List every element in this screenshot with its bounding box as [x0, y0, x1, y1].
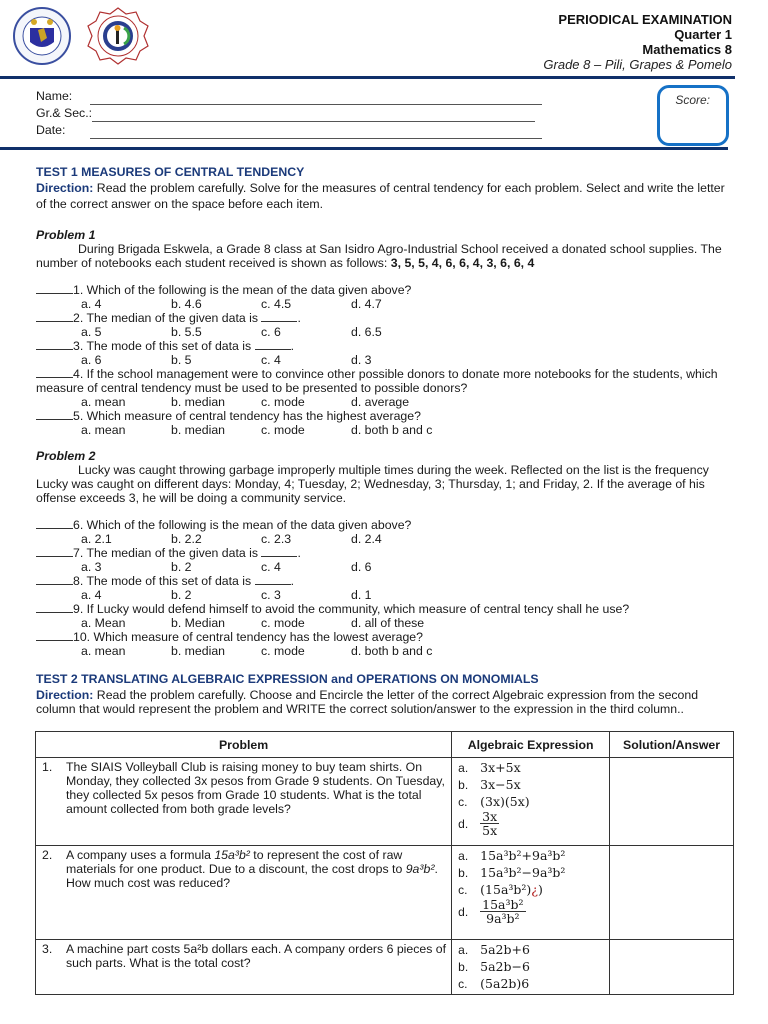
option-letter: a.	[458, 942, 469, 957]
option-c: c. 4.5	[261, 297, 292, 311]
question-text: The median of the given data is	[83, 311, 262, 325]
option-c: c. 4	[261, 560, 281, 574]
question-number: 9.	[73, 602, 84, 616]
expression: (3x)(5x)	[480, 794, 530, 809]
option-a: a. 6	[81, 353, 102, 367]
answer-blank-6[interactable]	[36, 518, 73, 529]
problem-text-part: . How much cost was reduced?	[66, 862, 438, 890]
question-2-options	[36, 325, 736, 339]
option-b: b. 2	[171, 588, 192, 602]
problem-text-part: to represent the cost of raw materials for one product. Due to a discount, the cost drops to	[66, 848, 406, 876]
option-c: c. 3	[261, 588, 281, 602]
expression-main: (15a³b²)	[480, 882, 532, 897]
expression: 5a2b+6	[480, 942, 530, 957]
question-text: If the school management were to convince other possible donors to donate more notebooks for the students, which measure of central tendency must be used to be presented to possible donors?	[36, 367, 718, 395]
school-seal-logo	[84, 6, 152, 66]
name-label: Name:	[36, 89, 73, 103]
expression-option-b[interactable]	[458, 958, 605, 975]
question-text: Which of the following is the mean of the data given above?	[83, 283, 412, 297]
question-10-options	[36, 644, 736, 658]
expression-option-d[interactable]	[458, 898, 605, 925]
option-b: b. Median	[171, 616, 226, 630]
expression-cell	[452, 758, 610, 846]
numerator: 15a³b²	[482, 897, 524, 912]
problem1-questions	[36, 283, 736, 437]
problem-text-part: A company uses a formula	[66, 848, 215, 862]
exam-grade-sections: Grade 8 – Pili, Grapes & Pomelo	[543, 57, 732, 72]
name-row	[36, 88, 542, 105]
expression: 15a³b²+9a³b²	[480, 848, 566, 863]
problem-text	[66, 848, 447, 890]
answer-cell[interactable]	[610, 846, 734, 940]
option-a: a. 4	[81, 297, 102, 311]
problem-cell	[36, 940, 452, 995]
problem-number: 3.	[42, 942, 53, 956]
question-text: The mode of this set of data is	[83, 574, 255, 588]
student-info	[36, 88, 542, 139]
option-a: a. 5	[81, 325, 102, 339]
question-6	[36, 518, 736, 532]
option-a: a. 2.1	[81, 532, 112, 546]
answer-blank-9[interactable]	[36, 602, 73, 613]
table-row	[36, 940, 734, 995]
option-a: a. Mean	[81, 616, 126, 630]
header-logos	[8, 6, 152, 66]
test1-title: TEST 1 MEASURES OF CENTRAL TENDENCY	[36, 165, 305, 179]
expression-option-b[interactable]	[458, 864, 605, 881]
answer-blank-7[interactable]	[36, 546, 73, 557]
option-letter: c.	[458, 976, 468, 991]
option-a: a. mean	[81, 644, 126, 658]
problem1-body: During Brigada Eskwela, a Grade 8 class at San Isidro Agro-Industrial School received a donated school supplies. The number of notebooks each student received is shown as follows:	[36, 242, 722, 270]
question-1	[36, 283, 736, 297]
expression: 15a³b²−9a³b²	[480, 865, 566, 880]
option-a: a. mean	[81, 423, 126, 437]
problem-text: The SIAIS Volleyball Club is raising money to buy team shirts. On Monday, they collected 3x pesos from Grade 9 students. On Tuesday, they collected 5x pesos from Grade 10 students. What is the total amount collected from both grade levels?	[66, 760, 445, 816]
expression-option-a[interactable]	[458, 759, 605, 776]
expression-cell	[452, 940, 610, 995]
option-letter: c.	[458, 794, 468, 809]
answer-blank-8[interactable]	[36, 574, 73, 585]
option-b: b. 4.6	[171, 297, 202, 311]
option-d: d. all of these	[351, 616, 425, 630]
question-7-options	[36, 560, 736, 574]
problem1-title: Problem 1	[36, 228, 96, 242]
option-letter: b.	[458, 865, 469, 880]
problem-text: A machine part costs 5a²b dollars each. A company orders 6 pieces of such parts. What is the total cost?	[66, 942, 447, 970]
expression-option-c[interactable]	[458, 881, 605, 898]
option-d: d. 1	[351, 588, 372, 602]
option-b: b. median	[171, 644, 226, 658]
problem1-data: 3, 5, 5, 4, 6, 6, 4, 3, 6, 6, 4	[390, 256, 535, 270]
fill-blank	[255, 339, 291, 350]
option-letter: a.	[458, 760, 469, 775]
question-5	[36, 409, 736, 423]
test1-direction-label: Direction:	[36, 181, 94, 195]
question-4-options	[36, 395, 736, 409]
option-c: c. mode	[261, 395, 305, 409]
score-label: Score:	[675, 93, 710, 107]
question-number: 8.	[73, 574, 84, 588]
option-d: d. 6	[351, 560, 372, 574]
header-divider	[0, 76, 735, 79]
fraction-expression	[480, 810, 499, 837]
option-d: d. both b and c	[351, 423, 433, 437]
option-letter: a.	[458, 848, 469, 863]
date-field[interactable]	[90, 126, 542, 139]
exam-subject: Mathematics 8	[642, 42, 732, 57]
question-7: 7. The median of the given data is .	[36, 546, 736, 560]
question-5-options	[36, 423, 736, 437]
test2-table	[35, 731, 734, 995]
expression-option-b[interactable]	[458, 776, 605, 793]
deped-seal-logo	[8, 6, 76, 66]
denominator: 5x	[482, 823, 498, 838]
option-c: c. mode	[261, 644, 305, 658]
question-8-options	[36, 588, 736, 602]
answer-blank-5[interactable]	[36, 409, 73, 420]
test2-direction	[36, 688, 736, 716]
question-number: 10.	[73, 630, 91, 644]
test1-direction-text: Read the problem carefully. Solve for the measures of central tendency for each problem. Select and write the letter of the correct answer on the space before each item.	[36, 181, 725, 211]
expression: (5a2b)6	[480, 976, 530, 991]
question-text: Which of the following is the mean of the data given above?	[83, 518, 412, 532]
expression-option-c[interactable]	[458, 793, 605, 810]
answer-blank-3[interactable]	[36, 339, 73, 350]
section-field[interactable]	[92, 109, 535, 122]
answer-cell[interactable]	[610, 940, 734, 995]
expression	[480, 882, 543, 897]
option-d: d. 6.5	[351, 325, 382, 339]
expression: 5a2b−6	[480, 959, 530, 974]
option-letter: b.	[458, 959, 469, 974]
table-row	[36, 846, 734, 940]
expression: 3x+5x	[480, 760, 521, 775]
question-number: 4.	[73, 367, 84, 381]
question-6-options	[36, 532, 736, 546]
fill-blank	[255, 574, 291, 585]
question-number: 5.	[73, 409, 84, 423]
answer-blank-10[interactable]	[36, 630, 73, 641]
question-text: The median of the given data is	[83, 546, 262, 560]
fill-blank	[261, 546, 297, 557]
option-letter: d.	[458, 816, 469, 831]
option-d: d. 4.7	[351, 297, 382, 311]
option-b: b. 2.2	[171, 532, 202, 546]
denominator: 9a³b²	[486, 911, 520, 926]
option-d: d. both b and c	[351, 644, 433, 658]
date-label: Date:	[36, 123, 66, 137]
problem2-text: Lucky was caught throwing garbage improperly multiple times during the week. Reflected on the list is the frequency Lucky was caught on different days: Monday, 4; Tuesday, 2; Wednesday, 3; Thursday, 1; and Friday, 2. If the average of his offense exceeds 3, he will be doing a community service.	[36, 463, 709, 505]
question-number: 3.	[73, 339, 84, 353]
info-divider	[0, 147, 728, 150]
question-3-options	[36, 353, 736, 367]
option-c: c. mode	[261, 423, 305, 437]
question-10	[36, 630, 736, 644]
option-d: d. average	[351, 395, 410, 409]
question-text: Which measure of central tendency has the highest average?	[83, 409, 421, 423]
question-9	[36, 602, 736, 616]
numerator: 3x	[482, 809, 498, 824]
test2-title: TEST 2 TRANSLATING ALGEBRAIC EXPRESSION and OPERATIONS ON MONOMIALS	[36, 672, 539, 686]
exam-header	[543, 12, 732, 72]
header-algebraic-expression: Algebraic Expression	[452, 732, 610, 758]
option-b: b. median	[171, 395, 226, 409]
expression-tail: )	[538, 882, 543, 897]
question-number: 1.	[73, 283, 84, 297]
expression: 3x−5x	[480, 777, 521, 792]
question-1-options	[36, 297, 736, 311]
option-d: d. 3	[351, 353, 372, 367]
option-a: a. 4	[81, 588, 102, 602]
fill-blank	[261, 311, 297, 322]
problem2-questions	[36, 518, 736, 658]
header-solution-answer: Solution/Answer	[610, 732, 734, 758]
option-c: c. 6	[261, 325, 281, 339]
problem-cell	[36, 758, 452, 846]
question-4	[36, 367, 736, 395]
question-number: 6.	[73, 518, 84, 532]
expression-option-d[interactable]	[458, 810, 605, 837]
expression-option-a[interactable]	[458, 847, 605, 864]
option-a: a. 3	[81, 560, 102, 574]
answer-cell[interactable]	[610, 758, 734, 846]
question-number: 2.	[73, 311, 84, 325]
score-box[interactable]	[657, 85, 729, 146]
question-8: 8. The mode of this set of data is .	[36, 574, 736, 588]
answer-blank-1[interactable]	[36, 283, 73, 294]
question-number: 7.	[73, 546, 84, 560]
test2-direction-text: Read the problem carefully. Choose and Encircle the letter of the correct Algebraic expression from the second column that would represent the problem and WRITE the correct solution/answer to the expression in the third column..	[36, 688, 699, 716]
answer-blank-4[interactable]	[36, 367, 73, 378]
option-letter: b.	[458, 777, 469, 792]
expression-option-a[interactable]	[458, 941, 605, 958]
expression-cell	[452, 846, 610, 940]
option-b: b. 5.5	[171, 325, 202, 339]
option-b: b. 5	[171, 353, 192, 367]
option-c: c. 4	[261, 353, 281, 367]
option-b: b. 2	[171, 560, 192, 574]
expression-option-c[interactable]	[458, 975, 605, 992]
answer-blank-2[interactable]	[36, 311, 73, 322]
option-b: b. median	[171, 423, 226, 437]
question-text: The mode of this set of data is	[83, 339, 255, 353]
problem2-title: Problem 2	[36, 449, 96, 463]
formula-original: 15a³b²	[214, 848, 250, 862]
option-d: d. 2.4	[351, 532, 382, 546]
table-row	[36, 758, 734, 846]
table-header-row	[36, 732, 734, 758]
formula-discounted: 9a³b²	[405, 862, 435, 876]
question-3: 3. The mode of this set of data is .	[36, 339, 736, 353]
render-error-glyph: ¿	[531, 882, 538, 897]
problem1-text	[36, 242, 736, 270]
exam-quarter: Quarter 1	[674, 27, 732, 42]
exam-title: PERIODICAL EXAMINATION	[558, 12, 732, 27]
section-row	[36, 105, 542, 122]
fraction-expression	[480, 898, 525, 925]
date-row	[36, 122, 542, 139]
question-9-options	[36, 616, 736, 630]
option-c: c. mode	[261, 616, 305, 630]
problem-cell	[36, 846, 452, 940]
name-field[interactable]	[90, 92, 542, 105]
question-text: Which measure of central tendency has the lowest average?	[90, 630, 423, 644]
option-letter: d.	[458, 904, 469, 919]
option-c: c. 2.3	[261, 532, 292, 546]
option-letter: c.	[458, 882, 468, 897]
option-a: a. mean	[81, 395, 126, 409]
header-problem: Problem	[36, 732, 452, 758]
test2-direction-label: Direction:	[36, 688, 94, 702]
problem-number: 2.	[42, 848, 53, 862]
question-text: If Lucky would defend himself to avoid the community, which measure of central tency shall he use?	[83, 602, 630, 616]
problem-number: 1.	[42, 760, 53, 774]
question-2: 2. The median of the given data is .	[36, 311, 736, 325]
section-label: Gr.& Sec.:	[36, 106, 93, 120]
test1-direction	[36, 180, 736, 212]
